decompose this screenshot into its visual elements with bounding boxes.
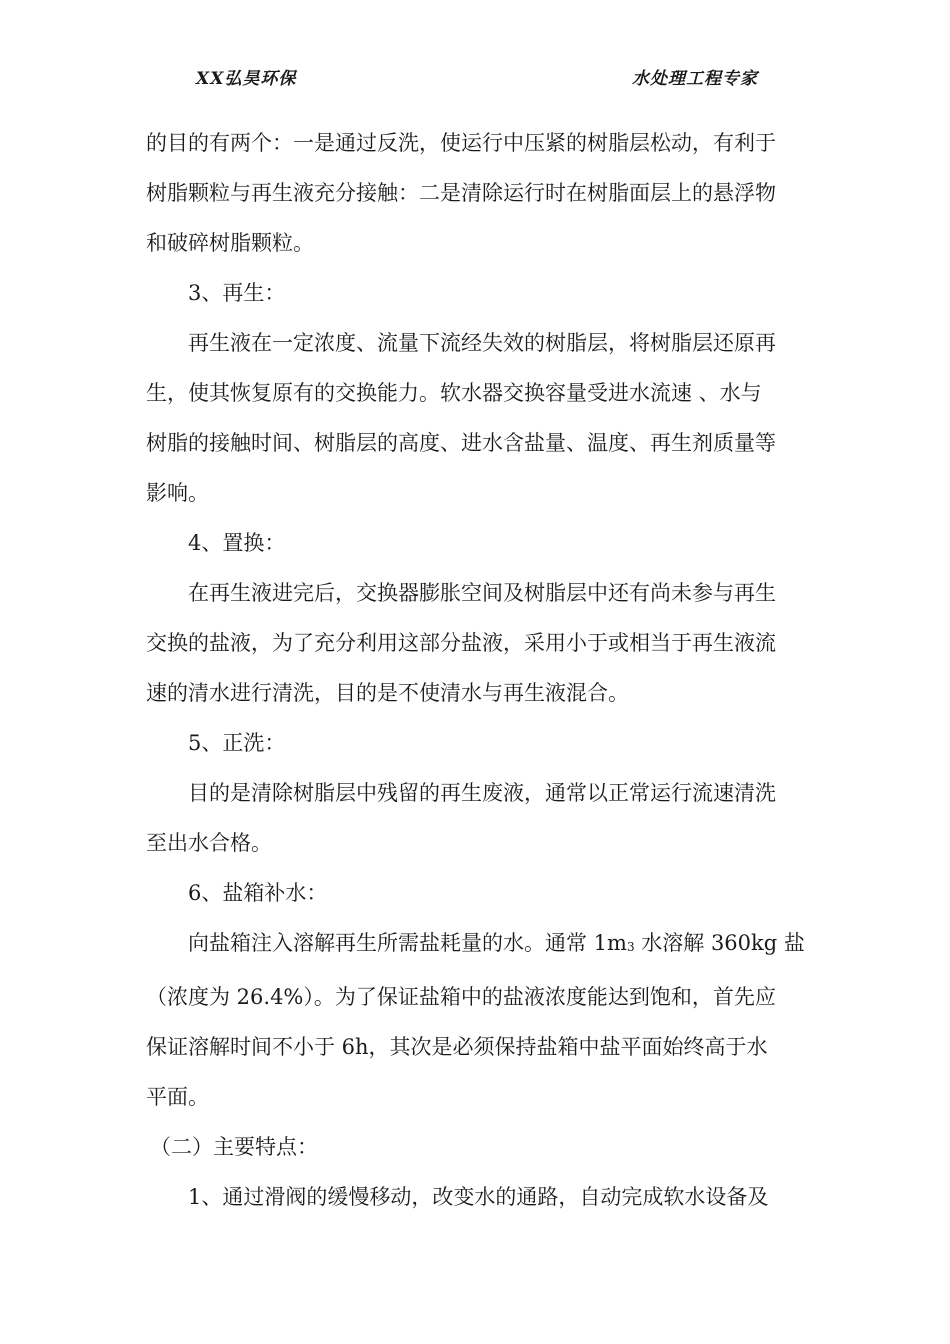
document-body <box>146 118 812 1222</box>
body-line: 交换的盐液，为了充分利用这部分盐液，采用小于或相当于再生液流 <box>146 631 776 655</box>
body-text-fragment: 向盐箱注入溶解再生所需盐耗量的水。通常 1m <box>188 931 627 955</box>
body-line: 的目的有两个：一是通过反洗，使运行中压紧的树脂层松动，有利于 <box>146 131 776 155</box>
body-line: 生，使其恢复原有的交换能力。软水器交换容量受进水流速 、水与 <box>146 381 762 405</box>
body-line: 目的是清除树脂层中残留的再生废液，通常以正常运行流速清洗 <box>188 781 776 805</box>
section-heading-regeneration: 3、再生： <box>188 281 286 305</box>
section-heading-rinse: 5、正洗： <box>188 731 286 755</box>
body-line: 在再生液进完后，交换器膨胀空间及树脂层中还有尚未参与再生 <box>188 581 776 605</box>
body-line: 保证溶解时间不小于 6h，其次是必须保持盐箱中盐平面始终高于水 <box>146 1035 768 1059</box>
body-line: （浓度为 26.4%）。为了保证盐箱中的盐液浓度能达到饱和，首先应 <box>146 985 776 1009</box>
body-line: 1、通过滑阀的缓慢移动，改变水的通路，自动完成软水设备及 <box>188 1185 769 1209</box>
body-line: 树脂的接触时间、树脂层的高度、进水含盐量、温度、再生剂质量等 <box>146 431 776 455</box>
body-line: 平面。 <box>146 1085 209 1109</box>
section-heading-brine-refill: 6、盐箱补水： <box>188 881 328 905</box>
section-heading-main-features: （二）主要特点： <box>150 1135 318 1159</box>
section-heading-displacement: 4、置换： <box>188 531 286 555</box>
superscript-3: 3 <box>626 940 635 954</box>
body-line: 至出水合格。 <box>146 831 272 855</box>
body-line: 速的清水进行清洗，目的是不使清水与再生液混合。 <box>146 681 629 705</box>
body-line: 和破碎树脂颗粒。 <box>146 231 314 255</box>
body-line-m3 <box>146 918 812 972</box>
body-line: 影响。 <box>146 481 209 505</box>
body-text-fragment: 水溶解 360kg 盐 <box>634 931 805 955</box>
header-company-name: XX弘昊环保 <box>196 69 297 89</box>
page-header <box>0 64 950 94</box>
header-slogan: 水处理工程专家 <box>632 69 758 89</box>
body-line: 树脂颗粒与再生液充分接触：二是清除运行时在树脂面层上的悬浮物 <box>146 181 776 205</box>
body-line: 再生液在一定浓度、流量下流经失效的树脂层，将树脂层还原再 <box>188 331 776 355</box>
